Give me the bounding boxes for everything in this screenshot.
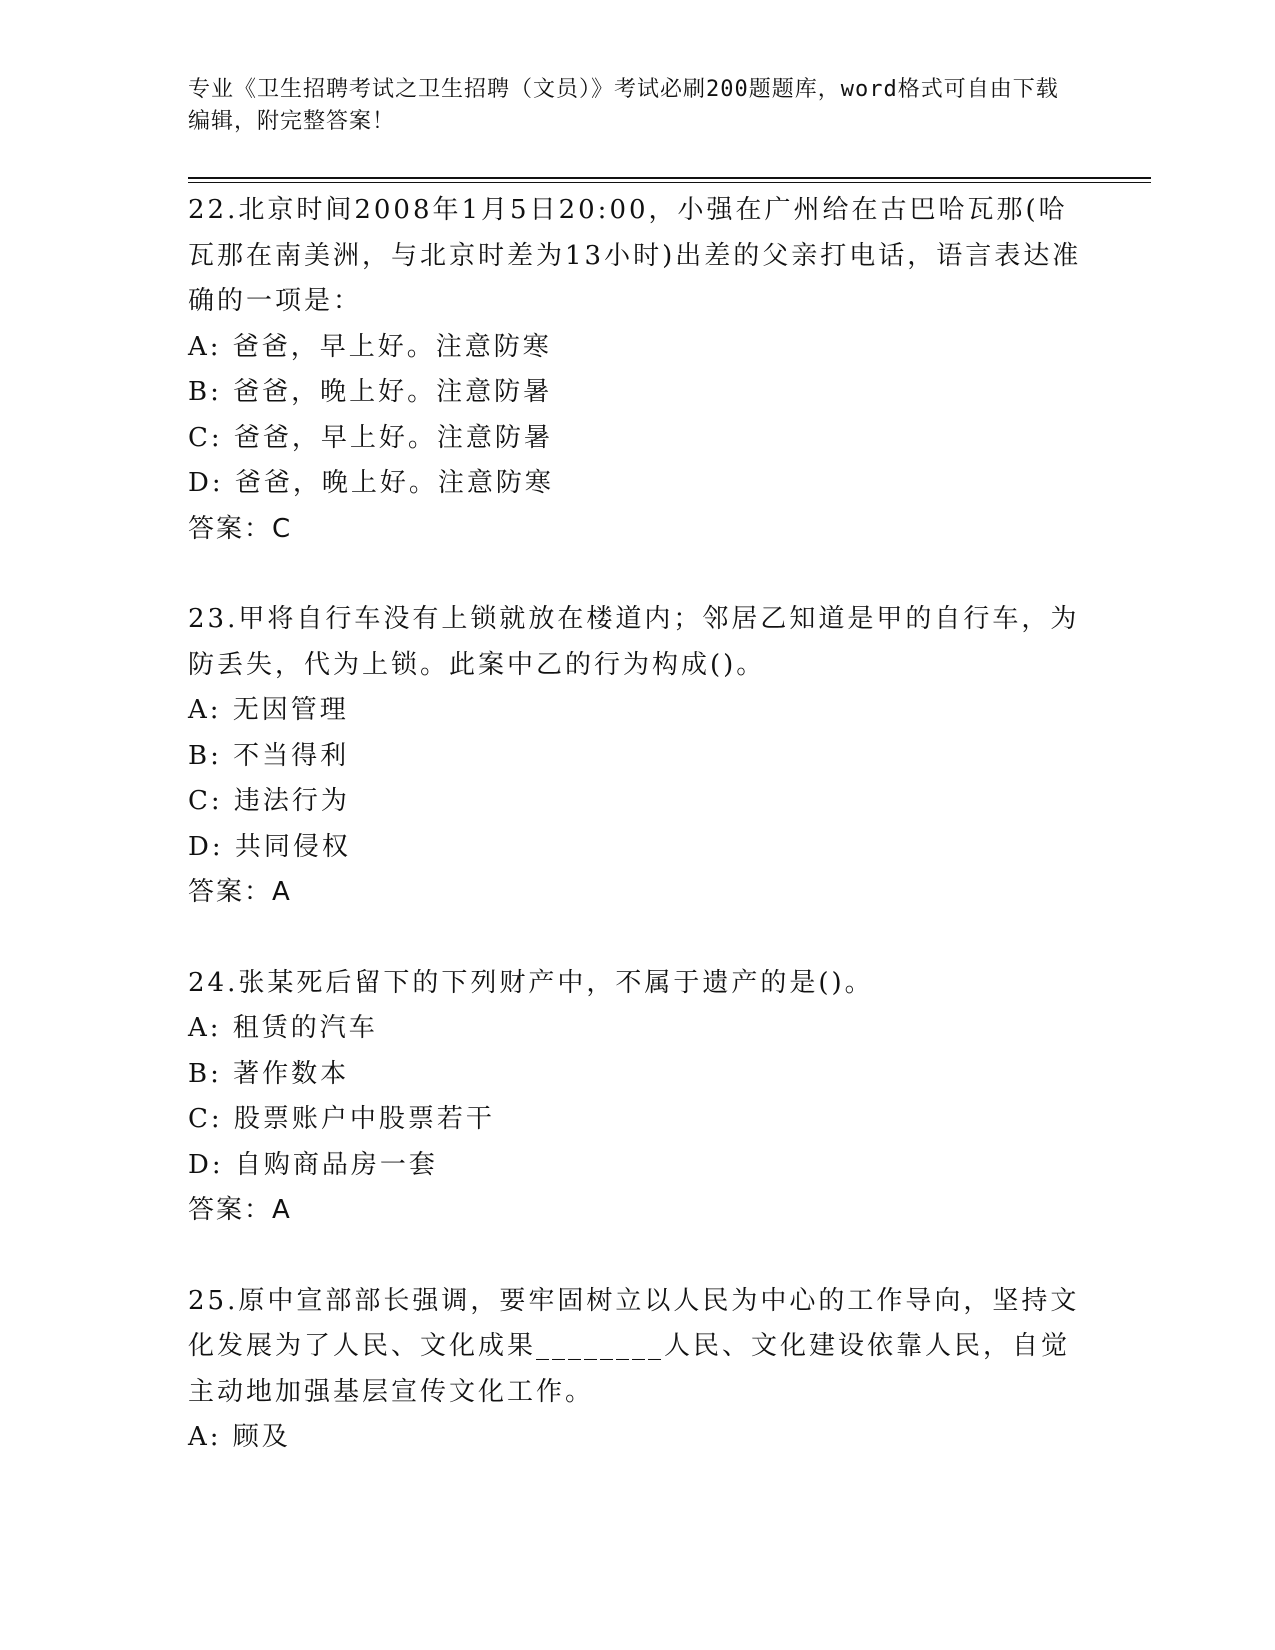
option-b: B: 著作数本 <box>188 1058 350 1089</box>
answer-line: 答案：C <box>188 513 293 544</box>
question-list <box>188 188 1088 1461</box>
answer-line: 答案：A <box>188 1195 292 1225</box>
header-divider-thin <box>188 182 1151 183</box>
option-b: B: 爸爸，晚上好。注意防暑 <box>188 377 553 407</box>
question-gap <box>188 916 1088 961</box>
question-gap <box>188 1234 1088 1279</box>
option-d: D: 共同侵权 <box>188 831 351 862</box>
option-a: A: 无因管理 <box>188 695 349 725</box>
option-a: A: 租赁的汽车 <box>188 1013 378 1043</box>
document-header: 专业《卫生招聘考试之卫生招聘（文员）》考试必刷200题题库，word格式可自由下载编辑，附完整答案！ <box>188 77 1059 134</box>
question-stem: 24.张某死后留下的下列财产中，不属于遗产的是()。 <box>188 967 874 998</box>
option-a: A: 顾及 <box>188 1422 291 1452</box>
question-gap <box>188 552 1088 597</box>
option-c: C: 违法行为 <box>188 786 350 816</box>
question-23 <box>188 597 1088 916</box>
question-24 <box>188 961 1088 1234</box>
question-22 <box>188 188 1088 552</box>
option-a: A: 爸爸，早上好。注意防寒 <box>188 331 552 362</box>
answer-line: 答案：A <box>188 877 292 907</box>
header-divider-thick <box>188 177 1151 179</box>
option-c: C: 股票账户中股票若干 <box>188 1104 495 1134</box>
question-stem: 22.北京时间2008年1月5日20:00，小强在广州给在古巴哈瓦那(哈瓦那在南美洲，与北京时差为13小时)出差的父亲打电话，语言表达准确的一项是： <box>188 195 1082 316</box>
option-c: C: 爸爸，早上好。注意防暑 <box>188 422 553 453</box>
question-25 <box>188 1279 1088 1461</box>
option-b: B: 不当得利 <box>188 740 350 771</box>
option-d: D: 自购商品房一套 <box>188 1149 438 1180</box>
question-stem: 23.甲将自行车没有上锁就放在楼道内；邻居乙知道是甲的自行车，为防丢失，代为上锁。此案中乙的行为构成()。 <box>188 604 1080 680</box>
option-d: D: 爸爸，晚上好。注意防寒 <box>188 468 554 498</box>
question-stem: 25.原中宣部部长强调，要牢固树立以人民为中心的工作导向，坚持文化发展为了人民、文化成果________人民、文化建设依靠人民，自觉主动地加强基层宣传文化工作。 <box>188 1285 1080 1407</box>
